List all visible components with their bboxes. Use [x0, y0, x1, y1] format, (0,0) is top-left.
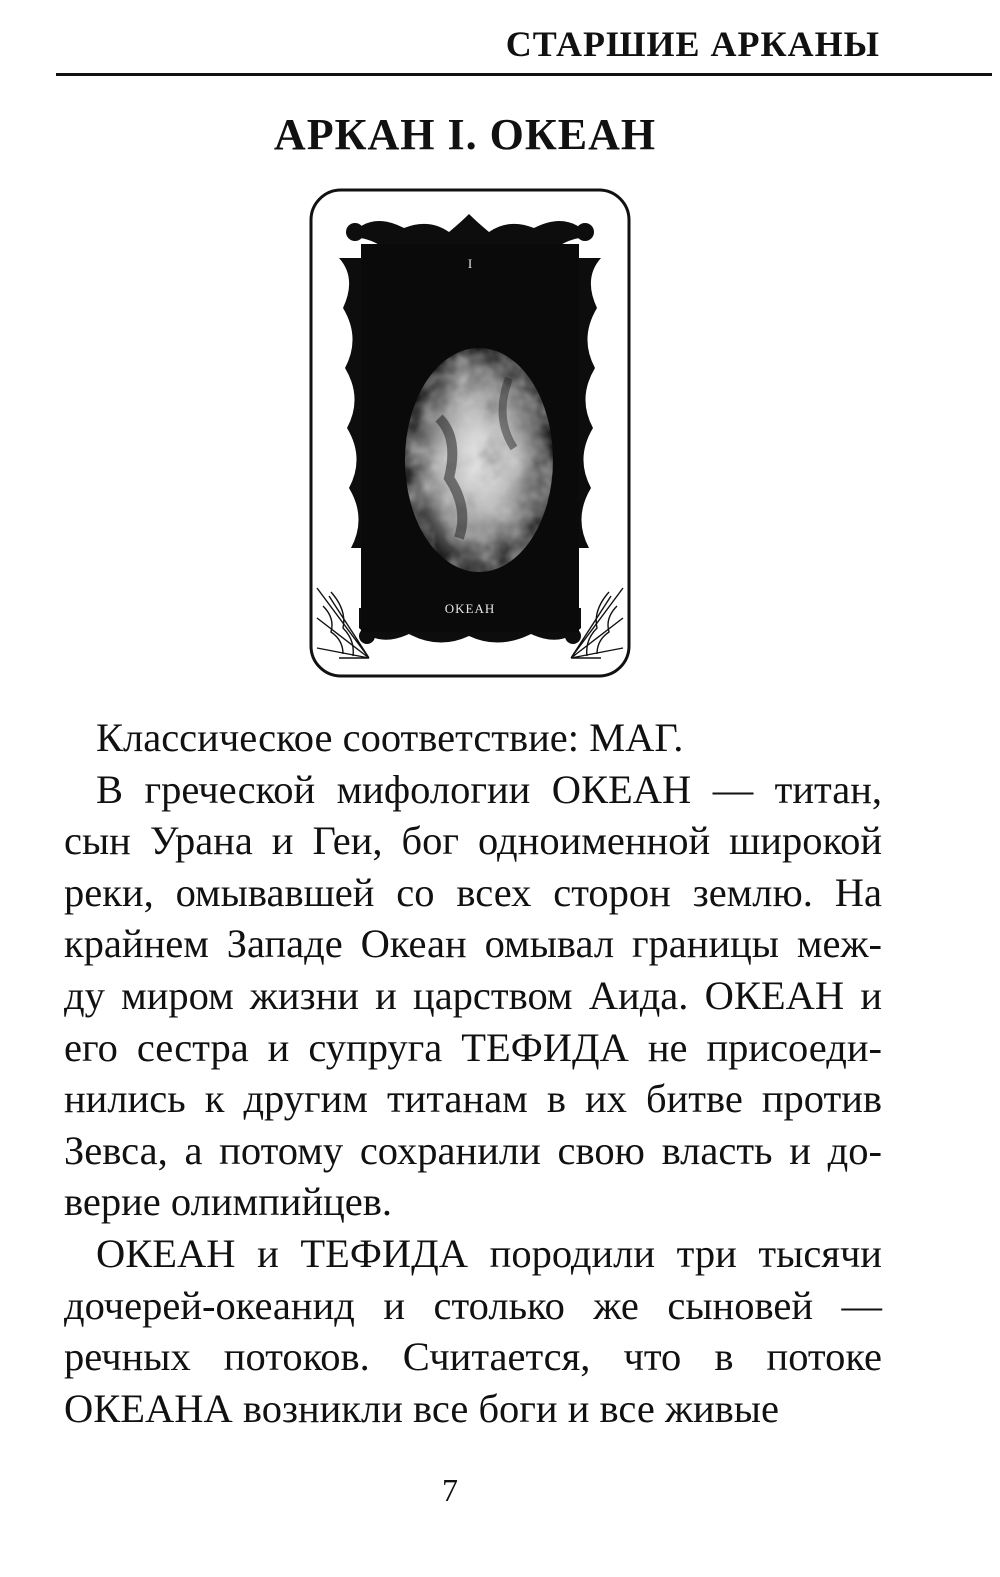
chapter-title: АРКАН I. ОКЕАН	[273, 110, 657, 159]
paragraph-offspring: ОКЕАН и ТЕФИДА породили три тысячи дочерей-океанид и столько же сыновей — речных потоков. Считается, что в потоке ОКЕАНА возникли все боги и все живые	[64, 1230, 882, 1431]
page-number: 7	[442, 1472, 458, 1508]
running-header-title: СТАРШИЕ АРКАНЫ	[505, 24, 880, 64]
paragraph-mythology: В греческой мифологии ОКЕАН — титан, сын Урана и Геи, бог одноименной широкой реки, омывавшей со всех сторон землю. На крайнем Западе Океан омывал границы меж-ду миром жизни и царством Аида. ОКЕАН и его сестра и супруга ТЕФИДА не присоеди-нились к другим титанам в их битве против Зевса, а потому сохранили свою власть и до-верие олимпийцев.	[64, 766, 882, 1225]
body-text	[64, 712, 882, 1434]
tarot-card-image	[309, 188, 631, 678]
card-numeral: I	[467, 256, 473, 271]
tarot-card-illustration	[309, 188, 631, 678]
card-caption: OKEAH	[444, 601, 496, 616]
paragraph-correspondence: Классическое соответствие: МАГ.	[96, 715, 684, 760]
running-header	[56, 18, 992, 76]
